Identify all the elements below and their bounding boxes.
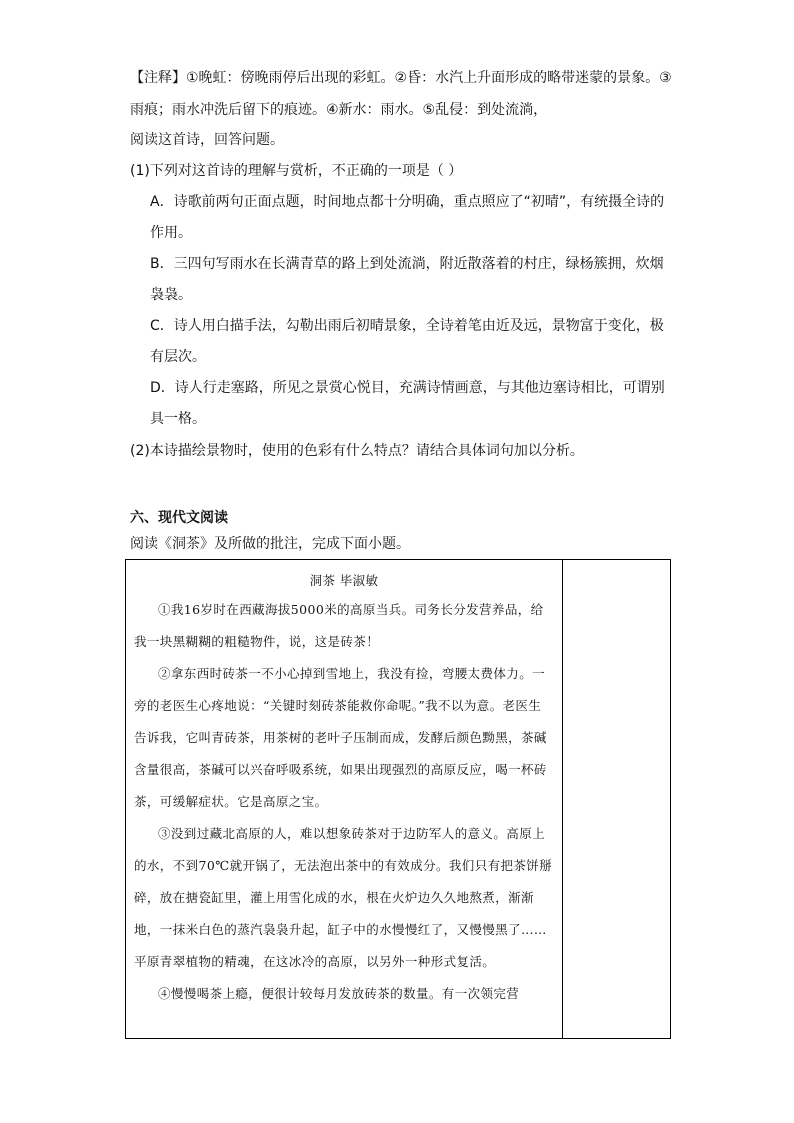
article-paragraph-4: ④慢慢喝茶上瘾，便很计较每月发放砖茶的数量。有一次领完营 (158, 986, 520, 1001)
option-d-line-2: 具一格。 (150, 411, 206, 427)
article-title: 洞茶 毕淑敏 (309, 573, 379, 588)
option-b-line-2: 袅袅。 (150, 287, 192, 303)
annotation-line-2: 雨痕；雨水冲洗后留下的痕迹。④新水：雨水。⑤乱侵：到处流淌， (130, 102, 548, 118)
annotation-line-1: 【注释】①晚虹：傍晚雨停后出现的彩虹。②昏：水汽上升面形成的略带迷蒙的景象。③ (130, 70, 672, 86)
option-a-line-1: A．诗歌前两句正面点题，时间地点都十分明确，重点照应了“初晴”，有统摄全诗的 (150, 194, 665, 210)
article-paragraph-2: ②拿东西时砖茶一不小心掉到雪地上，我没有捡，弯腰太费体力。一旁的老医生心疼地说：“关键时刻砖茶能救你命呢。”我不以为意。老医生告诉我，它叫青砖茶，用茶树的老叶子压制而成，发酵后颜色黝黑，茶碱含量很高，茶碱可以兴奋呼吸系统，如果出现强烈的高原反应，喝一杯砖茶，可缓解症状。它是高原之宝。 (134, 666, 547, 809)
article-cell (126, 560, 563, 1039)
section-heading: 六、现代文阅读 (130, 510, 228, 526)
annotation-column (563, 560, 671, 1039)
question-1-stem: (1)下列对这首诗的理解与赏析，不正确的一项是（ ） (130, 163, 463, 179)
instruction-read-poem: 阅读这首诗，回答问题。 (130, 132, 284, 148)
option-b-line-1: B．三四句写雨水在长满青草的路上到处流淌，附近散落着的村庄，绿杨簇拥，炊烟 (150, 256, 664, 272)
question-2-stem: (2)本诗描绘景物时，使用的色彩有什么特点？请结合具体词句加以分析。 (130, 443, 584, 459)
reading-table (125, 559, 671, 1039)
option-a-line-2: 作用。 (150, 225, 192, 241)
option-d-line-1: D．诗人行走塞路，所见之景赏心悦目，充满诗情画意，与其他边塞诗相比，可谓别 (150, 380, 665, 396)
option-c-line-1: C．诗人用白描手法，勾勒出雨后初晴景象，全诗着笔由近及远，景物富于变化，极 (150, 318, 664, 334)
option-c-line-2: 有层次。 (150, 349, 206, 365)
article-paragraph-3: ③没到过藏北高原的人，难以想象砖茶对于边防军人的意义。高原上的水，不到70℃就开锅了，无法泡出茶中的有效成分。我们只有把茶饼掰碎，放在搪瓷缸里，灌上用雪化成的水，根在火炉边久久地熬煮，渐渐地，一抹米白色的蒸汽袅袅升起，缸子中的水慢慢红了，又慢慢黑了……平原青翠植物的精魂，在这冰冷的高原，以另外一种形式复活。 (134, 826, 553, 969)
article-paragraph-1: ①我16岁时在西藏海拔5000米的高原当兵。司务长分发营养品，给我一块黑糊糊的粗糙物件，说，这是砖茶！ (134, 602, 544, 649)
section-instruction: 阅读《洞茶》及所做的批注，完成下面小题。 (130, 536, 410, 552)
